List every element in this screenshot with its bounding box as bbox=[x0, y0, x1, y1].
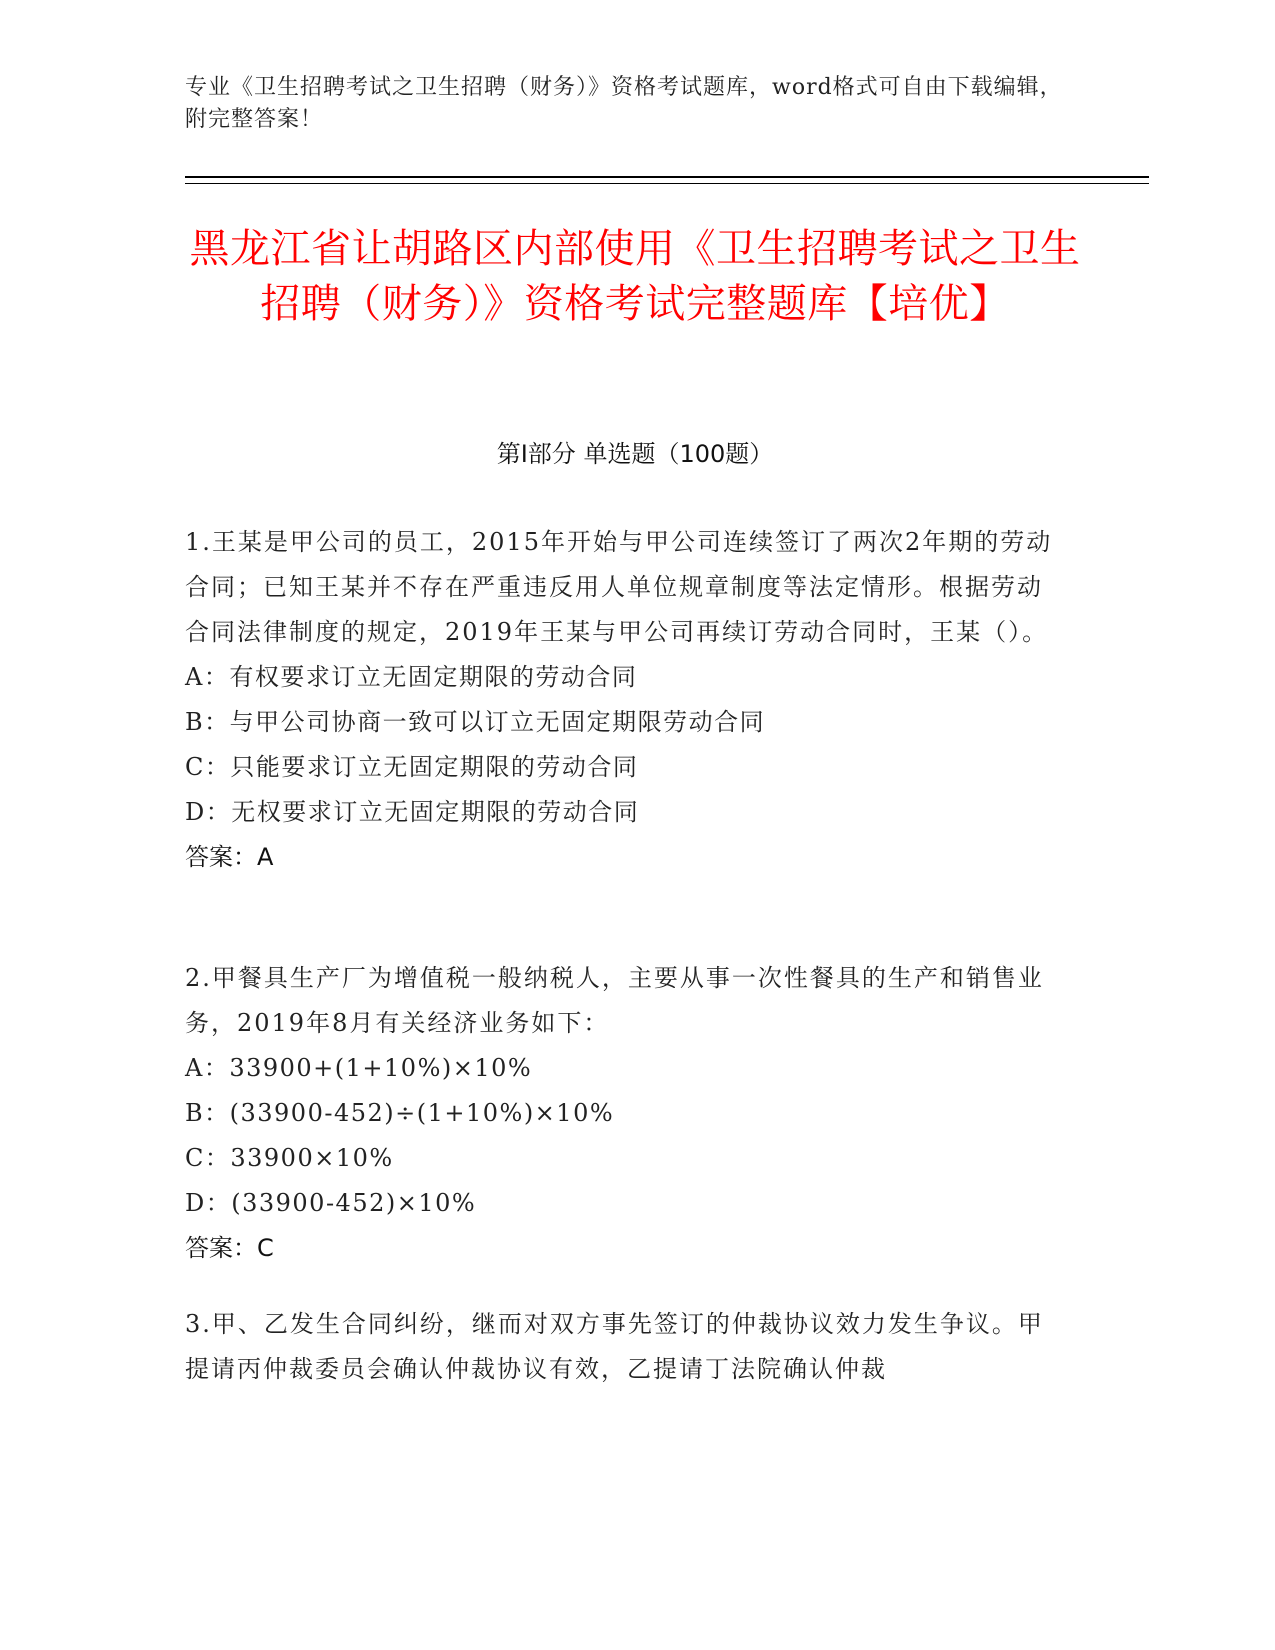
answer-line: 答案：A bbox=[185, 843, 274, 871]
header-divider-thick bbox=[185, 176, 1149, 178]
option-d: D：无权要求订立无固定期限的劳动合同 bbox=[185, 798, 640, 826]
section-title: 第Ⅰ部分 单选题（100题） bbox=[496, 440, 774, 468]
question-2 bbox=[185, 956, 1065, 1271]
header-note: 专业《卫生招聘考试之卫生招聘（财务）》资格考试题库，word格式可自由下载编辑，附完整答案！ bbox=[185, 75, 1063, 132]
question-1 bbox=[185, 520, 1065, 880]
question-stem: 1.王某是甲公司的员工，2015年开始与甲公司连续签订了两次2年期的劳动合同；已知王某并不存在严重违反用人单位规章制度等法定情形。根据劳动合同法律制度的规定，2019年王某与甲公司再续订劳动合同时，王某（）。 bbox=[185, 528, 1053, 646]
question-stem: 3.甲、乙发生合同纠纷，继而对双方事先签订的仲裁协议效力发生争议。甲提请丙仲裁委员会确认仲裁协议有效，乙提请丁法院确认仲裁 bbox=[185, 1310, 1044, 1383]
document-title: 黑龙江省让胡路区内部使用《卫生招聘考试之卫生招聘（财务）》资格考试完整题库【培优】 bbox=[189, 226, 1081, 327]
option-b: B：(33900-452)÷(1+10%)×10% bbox=[185, 1099, 615, 1127]
option-d: D：(33900-452)×10% bbox=[185, 1189, 477, 1217]
option-c: C：33900×10% bbox=[185, 1144, 394, 1172]
header-divider-thin bbox=[185, 183, 1149, 184]
option-a: A：有权要求订立无固定期限的劳动合同 bbox=[185, 663, 638, 691]
option-b: B：与甲公司协商一致可以订立无固定期限劳动合同 bbox=[185, 708, 766, 736]
option-a: A：33900+(1+10%)×10% bbox=[185, 1054, 533, 1082]
question-3 bbox=[185, 1302, 1065, 1392]
option-c: C：只能要求订立无固定期限的劳动合同 bbox=[185, 753, 639, 781]
answer-line: 答案：C bbox=[185, 1234, 274, 1262]
question-stem: 2.甲餐具生产厂为增值税一般纳税人，主要从事一次性餐具的生产和销售业务，2019年8月有关经济业务如下： bbox=[185, 964, 1044, 1037]
